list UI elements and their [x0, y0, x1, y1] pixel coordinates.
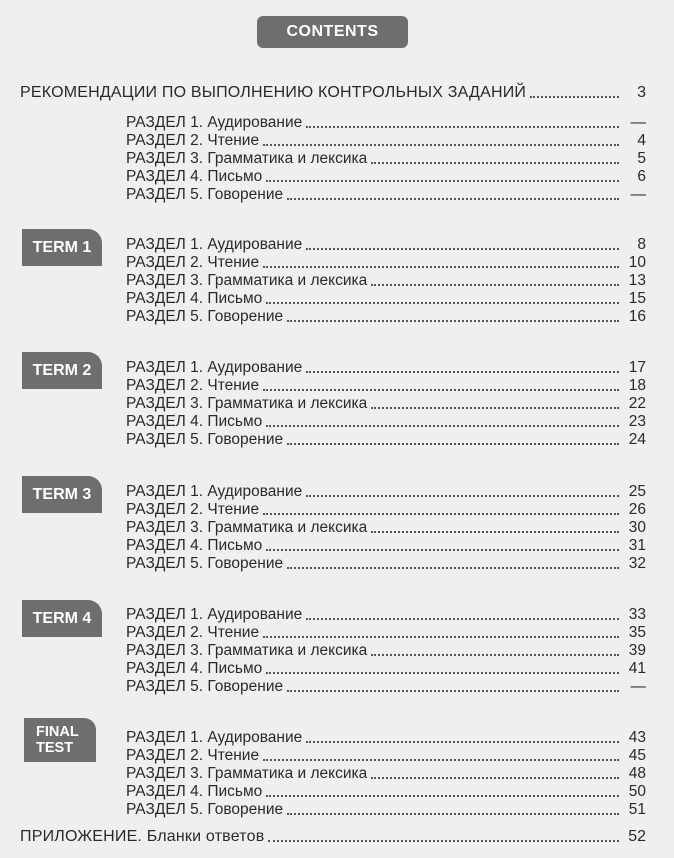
- final-test-badge-line2: TEST: [36, 740, 74, 756]
- toc-entry-label: РАЗДЕЛ 2. Чтение: [126, 254, 260, 271]
- toc-page-number: —: [630, 678, 646, 695]
- toc-entry-label: РАЗДЕЛ 5. Говорение: [126, 186, 284, 203]
- toc-entry[interactable]: [126, 553, 646, 573]
- dot-leader: [263, 266, 619, 268]
- toc-entry[interactable]: [126, 676, 646, 696]
- toc-entry[interactable]: [126, 375, 646, 395]
- final-test-badge: [24, 718, 96, 762]
- toc-page-number: 4: [637, 132, 646, 149]
- toc-entry[interactable]: [126, 306, 646, 326]
- dot-leader: [263, 636, 619, 638]
- dot-leader: [371, 777, 619, 779]
- toc-page-number: 43: [628, 729, 646, 746]
- toc-entry-appendix[interactable]: [20, 826, 646, 846]
- toc-page-number: 25: [628, 483, 646, 500]
- toc-entry-label: ПРИЛОЖЕНИЕ. Бланки ответов: [20, 828, 265, 845]
- toc-page-number: 30: [628, 519, 646, 536]
- dot-leader: [287, 443, 619, 445]
- dot-leader: [371, 531, 619, 533]
- toc-entry[interactable]: [126, 517, 646, 537]
- dot-leader: [306, 126, 619, 128]
- dot-leader: [266, 425, 619, 427]
- toc-entry[interactable]: [126, 640, 646, 660]
- dot-leader: [287, 813, 619, 815]
- toc-entry-label: РАЗДЕЛ 2. Чтение: [126, 747, 260, 764]
- toc-page-number: 26: [628, 501, 646, 518]
- toc-entry[interactable]: [126, 481, 646, 501]
- toc-page-number: 23: [628, 413, 646, 430]
- toc-entry-label: РАЗДЕЛ 5. Говорение: [126, 678, 284, 695]
- toc-entry-label: РАЗДЕЛ 4. Письмо: [126, 168, 263, 185]
- toc-page-number: 41: [628, 660, 646, 677]
- toc-entry-label: РАЗДЕЛ 5. Говорение: [126, 431, 284, 448]
- toc-page-number: 16: [628, 308, 646, 325]
- toc-entry-label: РАЗДЕЛ 5. Говорение: [126, 308, 284, 325]
- toc-entry[interactable]: [126, 658, 646, 678]
- toc-page-number: 48: [628, 765, 646, 782]
- dot-leader: [306, 741, 619, 743]
- toc-entry-label: РАЗДЕЛ 1. Аудирование: [126, 729, 303, 746]
- dot-leader: [263, 144, 619, 146]
- toc-entry[interactable]: [126, 148, 646, 168]
- contents-header: [257, 16, 408, 48]
- dot-leader: [530, 96, 619, 98]
- toc-entry[interactable]: [126, 429, 646, 449]
- toc-page-number: 10: [628, 254, 646, 271]
- toc-page-number: 52: [628, 828, 646, 845]
- term-badge-label: TERM 1: [32, 238, 92, 256]
- toc-entry-label: РАЗДЕЛ 3. Грамматика и лексика: [126, 150, 368, 167]
- dot-leader: [371, 162, 619, 164]
- dot-leader: [263, 389, 619, 391]
- term-1-badge: [22, 229, 102, 266]
- dot-leader: [266, 549, 619, 551]
- term-4-badge: [22, 600, 102, 637]
- dot-leader: [287, 690, 619, 692]
- toc-entry[interactable]: [126, 745, 646, 765]
- toc-entry-label: РАЗДЕЛ 5. Говорение: [126, 801, 284, 818]
- toc-entry[interactable]: [126, 130, 646, 150]
- toc-page-number: 17: [628, 359, 646, 376]
- toc-page-number: —: [630, 114, 646, 131]
- toc-page-number: 39: [628, 642, 646, 659]
- toc-page-number: 3: [637, 84, 646, 101]
- term-badge-label: TERM 4: [32, 609, 92, 627]
- toc-entry-label: РАЗДЕЛ 3. Грамматика и лексика: [126, 765, 368, 782]
- toc-page-number: 33: [628, 606, 646, 623]
- toc-entry[interactable]: [126, 781, 646, 801]
- toc-entry-label: РАЗДЕЛ 1. Аудирование: [126, 236, 303, 253]
- toc-entry-label: РАЗДЕЛ 2. Чтение: [126, 377, 260, 394]
- toc-page-number: 35: [628, 624, 646, 641]
- dot-leader: [266, 795, 619, 797]
- toc-entry[interactable]: [126, 393, 646, 413]
- dot-leader: [263, 513, 619, 515]
- toc-entry-label: РАЗДЕЛ 2. Чтение: [126, 624, 260, 641]
- toc-page-number: 51: [628, 801, 646, 818]
- toc-entry[interactable]: [126, 763, 646, 783]
- toc-entry[interactable]: [126, 604, 646, 624]
- dot-leader: [306, 248, 619, 250]
- toc-entry[interactable]: [126, 535, 646, 555]
- contents-title: CONTENTS: [286, 23, 379, 40]
- term-badge-label: TERM 2: [32, 361, 92, 379]
- toc-entry[interactable]: [126, 252, 646, 272]
- dot-leader: [268, 840, 619, 842]
- toc-entry[interactable]: [126, 112, 646, 132]
- toc-entry[interactable]: [126, 499, 646, 519]
- toc-entry[interactable]: [126, 288, 646, 308]
- toc-page-number: 8: [637, 236, 646, 253]
- toc-entry-label: РАЗДЕЛ 1. Аудирование: [126, 359, 303, 376]
- final-test-badge-line1: FINAL: [36, 724, 79, 740]
- toc-entry-label: РАЗДЕЛ 4. Письмо: [126, 413, 263, 430]
- toc-entry-label: РАЗДЕЛ 5. Говорение: [126, 555, 284, 572]
- toc-entry-label: РЕКОМЕНДАЦИИ ПО ВЫПОЛНЕНИЮ КОНТРОЛЬНЫХ ЗАДАНИЙ: [20, 84, 527, 101]
- dot-leader: [266, 302, 619, 304]
- term-badge-label: TERM 3: [32, 485, 92, 503]
- toc-entry-label: РАЗДЕЛ 3. Грамматика и лексика: [126, 272, 368, 289]
- dot-leader: [287, 567, 619, 569]
- toc-page-number: 22: [628, 395, 646, 412]
- toc-entry[interactable]: [126, 799, 646, 819]
- dot-leader: [306, 495, 619, 497]
- dot-leader: [306, 371, 619, 373]
- toc-page-number: 32: [628, 555, 646, 572]
- toc-entry-label: РАЗДЕЛ 3. Грамматика и лексика: [126, 395, 368, 412]
- dot-leader: [371, 284, 619, 286]
- toc-page-number: 15: [628, 290, 646, 307]
- toc-entry-label: РАЗДЕЛ 2. Чтение: [126, 501, 260, 518]
- toc-entry-label: РАЗДЕЛ 2. Чтение: [126, 132, 260, 149]
- toc-entry[interactable]: [126, 727, 646, 747]
- toc-entry[interactable]: [126, 234, 646, 254]
- term-2-badge: [22, 352, 102, 389]
- dot-leader: [287, 320, 619, 322]
- dot-leader: [266, 672, 619, 674]
- toc-page-number: 6: [637, 168, 646, 185]
- toc-entry-label: РАЗДЕЛ 1. Аудирование: [126, 606, 303, 623]
- toc-entry[interactable]: [126, 622, 646, 642]
- toc-page-number: —: [630, 186, 646, 203]
- dot-leader: [371, 407, 619, 409]
- toc-entry[interactable]: [126, 166, 646, 186]
- toc-entry[interactable]: [126, 357, 646, 377]
- toc-entry-label: РАЗДЕЛ 1. Аудирование: [126, 483, 303, 500]
- toc-page-number: 24: [628, 431, 646, 448]
- term-3-badge: [22, 476, 102, 513]
- dot-leader: [287, 198, 619, 200]
- dot-leader: [266, 180, 619, 182]
- toc-page-number: 18: [628, 377, 646, 394]
- toc-page-number: 45: [628, 747, 646, 764]
- toc-page-number: 50: [628, 783, 646, 800]
- toc-entry-label: РАЗДЕЛ 4. Письмо: [126, 537, 263, 554]
- dot-leader: [371, 654, 619, 656]
- toc-entry-label: РАЗДЕЛ 3. Грамматика и лексика: [126, 519, 368, 536]
- toc-entry[interactable]: [126, 270, 646, 290]
- toc-entry[interactable]: [126, 411, 646, 431]
- toc-page-number: 5: [637, 150, 646, 167]
- toc-entry-label: РАЗДЕЛ 1. Аудирование: [126, 114, 303, 131]
- toc-entry-label: РАЗДЕЛ 3. Грамматика и лексика: [126, 642, 368, 659]
- dot-leader: [306, 618, 619, 620]
- toc-entry[interactable]: [126, 184, 646, 204]
- toc-page-number: 31: [628, 537, 646, 554]
- toc-page-number: 13: [628, 272, 646, 289]
- toc-entry-label: РАЗДЕЛ 4. Письмо: [126, 290, 263, 307]
- dot-leader: [263, 759, 619, 761]
- toc-entry-label: РАЗДЕЛ 4. Письмо: [126, 660, 263, 677]
- toc-entry-label: РАЗДЕЛ 4. Письмо: [126, 783, 263, 800]
- toc-entry-recommendations[interactable]: [20, 82, 646, 102]
